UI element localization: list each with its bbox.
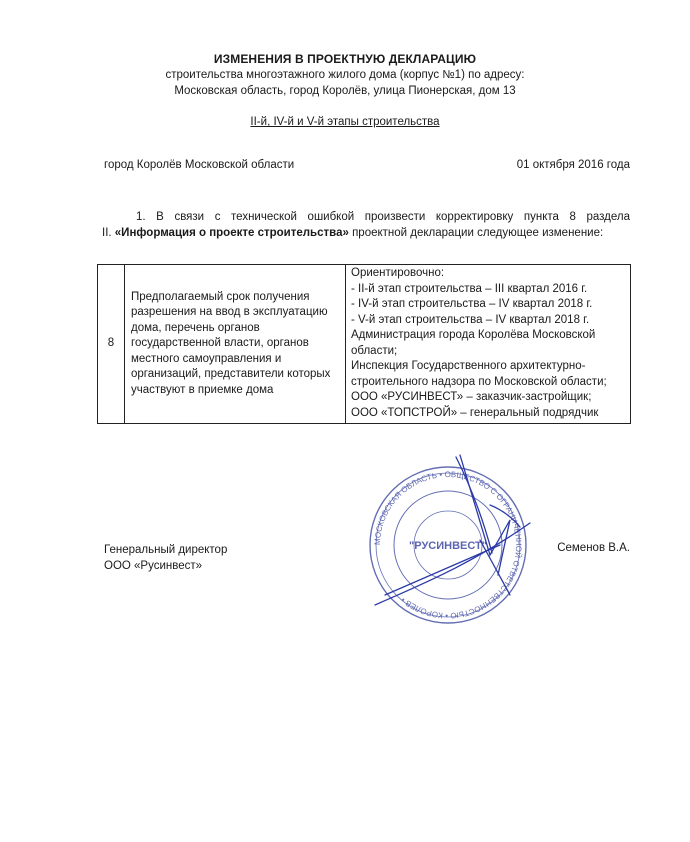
document-title: ИЗМЕНЕНИЯ В ПРОЕКТНУЮ ДЕКЛАРАЦИЮ <box>213 52 477 66</box>
row-number: 8 <box>98 265 125 424</box>
detail-line: ООО «РУСИНВЕСТ» – заказчик-застройщик; <box>351 391 592 403</box>
detail-line: Ориентировочно: <box>351 267 445 279</box>
paragraph-prefix: II. <box>102 227 115 239</box>
paragraph-line1: 1. В связи с технической ошибкой произвести корректировку пункта 8 раздела <box>136 211 630 223</box>
document-subtitle-line2: Московская область, город Королёв, улица Пионерская, дом 13 <box>174 85 516 97</box>
company-seal-stamp <box>360 445 560 625</box>
signatory-company: ООО «Русинвест» <box>104 560 203 572</box>
detail-line: - V-й этап строительства – IV квартал 2018 г. <box>351 313 590 326</box>
signatory-block <box>104 542 227 574</box>
document-date: 01 октября 2016 года <box>516 159 630 171</box>
paragraph-suffix: проектной декларации следующее изменение: <box>348 227 604 239</box>
row-details <box>346 265 631 424</box>
detail-line: - II-й этап строительства – III квартал 2016 г. <box>351 282 588 295</box>
detail-line: Инспекция Государственного архитектурно-строительного надзора по Московской области; <box>351 360 607 388</box>
paragraph-section-name: «Информация о проекте строительства» <box>114 227 349 239</box>
detail-line: - IV-й этап строительства – IV квартал 2018 г. <box>351 298 593 310</box>
seal-center-text: "РУСИНВЕСТ" <box>409 540 487 552</box>
detail-line: Администрация города Королёва Московской области; <box>351 329 596 357</box>
signatory-name: Семенов В.А. <box>557 542 630 554</box>
seal-ring-text-path: МОСКОВСКАЯ ОБЛАСТЬ • ОБЩЕСТВО С ОГРАНИЧЕННОЙ ОТВЕТСТВЕННОСТЬЮ • КОРОЛЕВ • <box>372 469 524 621</box>
document-city: город Королёв Московской области <box>104 159 295 171</box>
construction-stages: II-й, IV-й и V-й этапы строительства <box>250 116 440 128</box>
signatory-position: Генеральный директор <box>104 544 228 556</box>
change-paragraph <box>102 209 630 241</box>
table-row <box>98 265 631 424</box>
document-subtitle-line1: строительства многоэтажного жилого дома (корпус №1) по адресу: <box>165 69 525 81</box>
detail-line: ООО «ТОПСТРОЙ» – генеральный подрядчик <box>351 406 599 419</box>
changes-table <box>97 264 631 424</box>
row-item-description: Предполагаемый срок получения разрешения на ввод в эксплуатацию дома, перечень органов государственной власти, органов местного самоуправления и организаций, представители которых участвуют в приемке дома <box>125 265 346 424</box>
